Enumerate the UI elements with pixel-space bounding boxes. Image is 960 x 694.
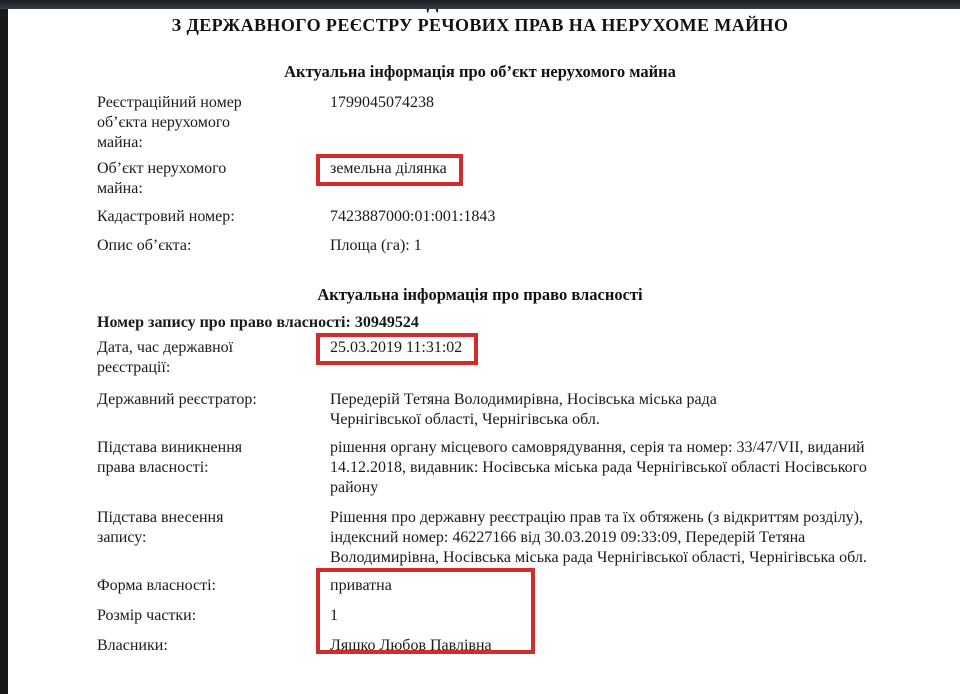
field-row-object-description — [97, 236, 920, 256]
field-row-state-registrar — [97, 390, 920, 430]
field-row-ownership-basis — [97, 438, 920, 498]
field-value: Передерій Тетяна Володимирівна, Носівська міська рада Чернігівської області, Чернігівська обл. — [330, 391, 717, 428]
field-label: Об’єкт нерухомого майна: — [97, 160, 227, 197]
field-row-registration-date — [97, 338, 920, 378]
top-bar — [0, 0, 960, 9]
field-label: Державний реєстратор: — [97, 391, 257, 408]
document-body — [0, 93, 960, 256]
field-label: Кадастровий номер: — [97, 208, 235, 225]
section-heading-ownership: Актуальна інформація про право власності — [317, 285, 643, 304]
field-value: Рішення про державну реєстрацію прав та їх обтяжень (з відкриттям розділу), індексний номер: 46227166 від 30.03.2019 09:33:09, Передерій Тетяна Володимирівна, Носівська міська рада Чернігівської області, Чернігівська обл. — [330, 509, 867, 566]
field-row-owners — [97, 636, 920, 656]
field-label: Розмір частки: — [97, 607, 197, 624]
field-value: Площа (га): 1 — [330, 237, 422, 254]
field-label: Дата, час державної реєстрації: — [97, 339, 234, 376]
field-label: Підстава виникнення права власності: — [97, 439, 243, 476]
field-value — [330, 159, 920, 199]
section-heading-object: Актуальна інформація про об’єкт нерухомого майна — [284, 62, 676, 81]
field-row-share-size — [97, 606, 920, 626]
field-row-record-basis — [97, 508, 920, 568]
document-title: З ДЕРЖАВНОГО РЕЄСТРУ РЕЧОВИХ ПРАВ НА НЕРУХОМЕ МАЙНО — [171, 15, 789, 35]
field-row-ownership-form — [97, 576, 920, 596]
field-label: Підстава внесення запису: — [97, 509, 224, 546]
ownership-body — [0, 313, 960, 656]
field-label: Власники: — [97, 637, 168, 654]
highlight-box-registration-date: 25.03.2019 11:31:02 — [316, 333, 478, 365]
field-label: Опис об’єкта: — [97, 237, 192, 254]
field-value: приватна — [330, 577, 392, 594]
field-value: 1 — [330, 607, 338, 624]
highlight-box-object-type: земельна ділянка — [316, 154, 463, 186]
field-label: Форма власності: — [97, 577, 216, 594]
field-row-registration-number — [97, 93, 920, 153]
field-value — [330, 338, 920, 378]
owner-details-block — [97, 576, 920, 656]
field-value: 1799045074238 — [330, 94, 434, 111]
page-left-edge — [0, 0, 8, 694]
field-row-cadastral-number — [97, 207, 920, 227]
field-row-object-type — [97, 159, 920, 199]
field-value: Ляшко Любов Павлівна — [330, 637, 492, 654]
field-value: рішення органу місцевого самоврядування, серія та номер: 33/47/VII, виданий 14.12.2018, видавник: Носівська міська рада Чернігівської області Носівського району — [330, 439, 867, 496]
record-number-line: Номер запису про право власності: 30949524 — [97, 314, 419, 331]
field-value: 7423887000:01:001:1843 — [330, 208, 496, 225]
field-label: Реєстраційний номер об’єкта нерухомого майна: — [97, 94, 242, 151]
